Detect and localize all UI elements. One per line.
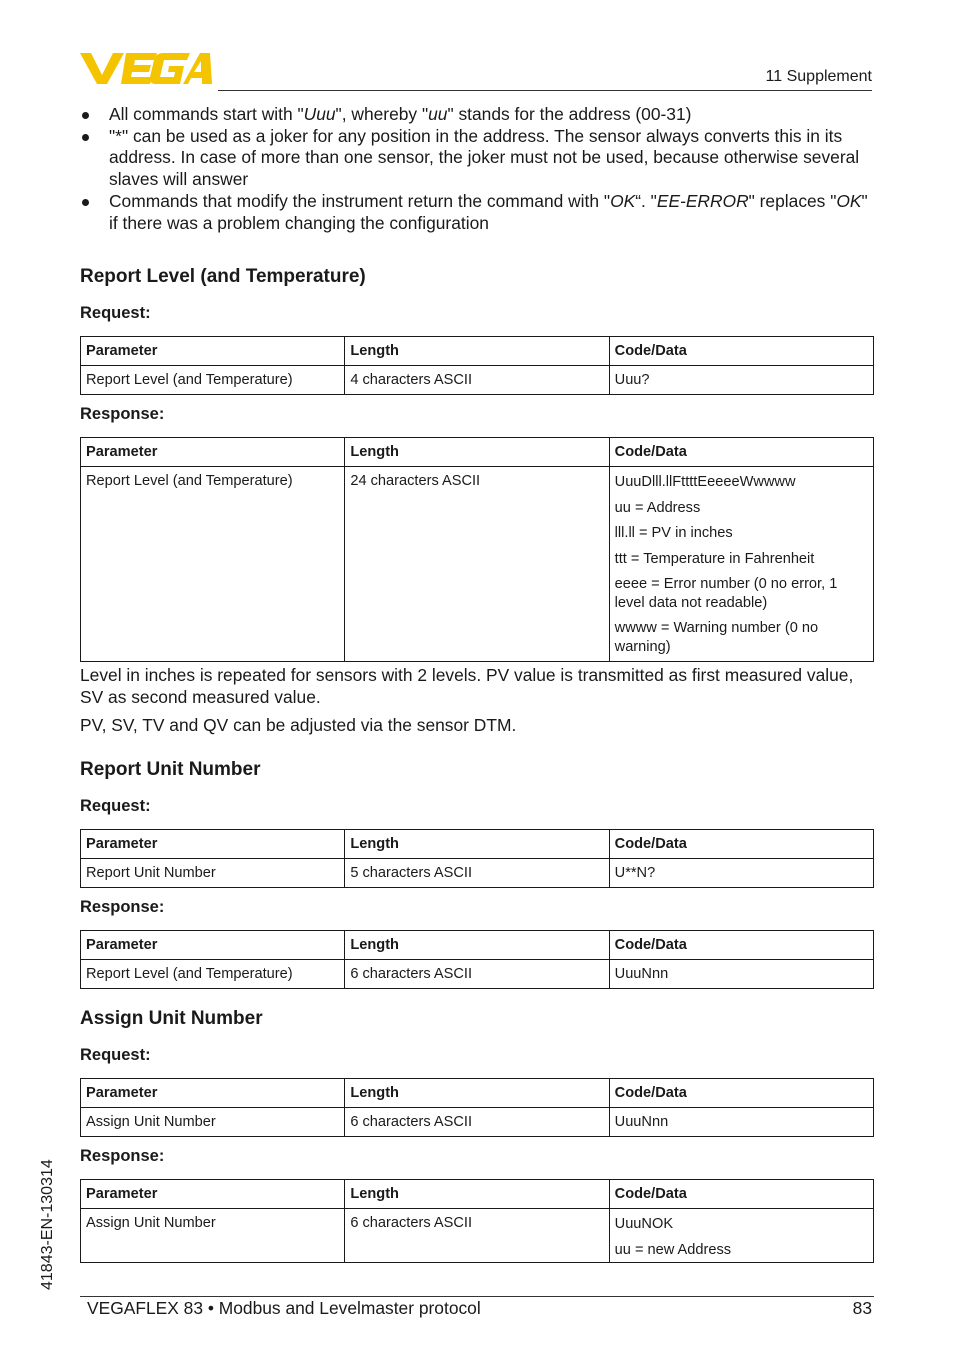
table-row xyxy=(81,1108,874,1137)
header-code: Code/Data xyxy=(609,438,873,467)
bullet-dot-icon xyxy=(82,199,89,206)
cell-length: 4 characters ASCII xyxy=(345,366,609,395)
cell-parameter: Report Level (and Temperature) xyxy=(81,960,345,989)
cell-length: 6 characters ASCII xyxy=(345,1108,609,1137)
bullet-emphasis: OK xyxy=(610,190,636,211)
report-unit-request-table xyxy=(80,829,874,888)
heading-assign-unit: Assign Unit Number xyxy=(80,1008,263,1029)
bullet-emphasis: EE-ERROR xyxy=(656,190,749,211)
cell-parameter: Report Unit Number xyxy=(81,859,345,888)
note-paragraph: PV, SV, TV and QV can be adjusted via the sensor DTM. xyxy=(80,715,517,735)
header-parameter: Parameter xyxy=(81,830,345,859)
document-code: 41843-EN-130314 xyxy=(39,1159,56,1290)
header-parameter: Parameter xyxy=(81,1079,345,1108)
bullet-emphasis: Uuu xyxy=(303,104,336,124)
table-header-row xyxy=(81,931,874,960)
header-length: Length xyxy=(345,337,609,366)
table-header-row xyxy=(81,1079,874,1108)
table-header-row xyxy=(81,1180,874,1209)
table-header-row xyxy=(81,337,874,366)
note-paragraph: Level in inches is repeated for sensors with 2 levels. PV value is transmitted as first measured value, SV as second measured value. xyxy=(80,665,854,707)
cell-length: 6 characters ASCII xyxy=(345,1209,609,1263)
footer-rule xyxy=(80,1296,874,1297)
header-length: Length xyxy=(345,830,609,859)
cell-code xyxy=(609,467,873,662)
cell-parameter: Report Level (and Temperature) xyxy=(81,467,345,662)
bullet-text: " stands for the address (00-31) xyxy=(447,104,692,124)
header-parameter: Parameter xyxy=(81,931,345,960)
bullet-item xyxy=(80,191,875,234)
bullet-text: " replaces " xyxy=(748,190,837,211)
header-rule xyxy=(218,90,872,91)
report-level-response-table xyxy=(80,437,874,662)
bullet-emphasis: OK xyxy=(836,190,862,211)
heading-report-level: Report Level (and Temperature) xyxy=(80,266,366,287)
cell-length: 5 characters ASCII xyxy=(345,859,609,888)
bullet-item xyxy=(80,104,875,126)
bullet-text: “. " xyxy=(635,190,657,211)
cell-parameter: Report Level (and Temperature) xyxy=(81,366,345,395)
request-label-assign-unit: Request: xyxy=(80,1046,151,1064)
table-row xyxy=(81,366,874,395)
cell-parameter: Assign Unit Number xyxy=(81,1209,345,1263)
header-parameter: Parameter xyxy=(81,438,345,467)
code-line: wwww = Warning number (0 no warning) xyxy=(614,620,819,655)
footer-title: VEGAFLEX 83 • Modbus and Levelmaster protocol xyxy=(87,1298,481,1318)
section-label: 11 Supplement xyxy=(765,68,872,85)
request-label-report-level: Request: xyxy=(80,304,151,322)
header-code: Code/Data xyxy=(609,337,873,366)
table-row xyxy=(81,467,874,662)
code-line: uu = new Address xyxy=(614,1241,732,1258)
table-row xyxy=(81,960,874,989)
bullet-item xyxy=(80,126,875,191)
code-line: eeee = Error number (0 no error, 1 level data not readable) xyxy=(614,576,838,611)
cell-code: U**N? xyxy=(609,859,873,888)
cell-code xyxy=(609,1209,873,1263)
assign-unit-request-table xyxy=(80,1078,874,1137)
cell-code: Uuu? xyxy=(609,366,873,395)
header-parameter: Parameter xyxy=(81,337,345,366)
request-label-report-unit: Request: xyxy=(80,797,151,815)
cell-code: UuuNnn xyxy=(609,1108,873,1137)
table-header-row xyxy=(81,438,874,467)
header-length: Length xyxy=(345,438,609,467)
code-line: UuuNOK xyxy=(614,1216,674,1232)
cell-length: 6 characters ASCII xyxy=(345,960,609,989)
table-row xyxy=(81,1209,874,1263)
vega-logo xyxy=(80,50,212,86)
page-number: 83 xyxy=(852,1298,872,1318)
bullet-dot-icon xyxy=(82,112,89,119)
assign-unit-response-table xyxy=(80,1179,874,1263)
header-parameter: Parameter xyxy=(81,1180,345,1209)
report-level-request-table xyxy=(80,336,874,395)
cell-parameter: Assign Unit Number xyxy=(81,1108,345,1137)
response-label-report-level: Response: xyxy=(80,405,165,423)
response-label-report-unit: Response: xyxy=(80,898,165,916)
report-unit-response-table xyxy=(80,930,874,989)
bullet-text: " if there was a problem changing the configuration xyxy=(109,190,868,233)
code-line: uu = Address xyxy=(614,499,701,516)
header-code: Code/Data xyxy=(609,1079,873,1108)
header-length: Length xyxy=(345,931,609,960)
cell-code: UuuNnn xyxy=(609,960,873,989)
table-header-row xyxy=(81,830,874,859)
code-line: lll.ll = PV in inches xyxy=(614,525,733,541)
bullet-text: ", whereby " xyxy=(335,104,429,124)
code-line: ttt = Temperature in Fahrenheit xyxy=(614,550,815,567)
header-code: Code/Data xyxy=(609,931,873,960)
bullet-emphasis: uu xyxy=(428,104,448,124)
header-code: Code/Data xyxy=(609,830,873,859)
bullet-text: "*" can be used as a joker for any position in the address. The sensor always converts this in its address. In case of more than one sensor, the joker must not be used, because otherwise several slaves will answer xyxy=(109,125,860,190)
code-line: UuuDlll.llFttttEeeeeWwwww xyxy=(614,474,796,490)
header-length: Length xyxy=(345,1180,609,1209)
table-row xyxy=(81,859,874,888)
bullet-dot-icon xyxy=(82,134,89,141)
bullet-text: Commands that modify the instrument return the command with " xyxy=(109,190,611,211)
header-length: Length xyxy=(345,1079,609,1108)
response-label-assign-unit: Response: xyxy=(80,1147,165,1165)
cell-length: 24 characters ASCII xyxy=(345,467,609,662)
intro-bullet-list xyxy=(80,104,875,234)
heading-report-unit: Report Unit Number xyxy=(80,759,261,780)
bullet-text: All commands start with " xyxy=(109,104,304,124)
header-code: Code/Data xyxy=(609,1180,873,1209)
